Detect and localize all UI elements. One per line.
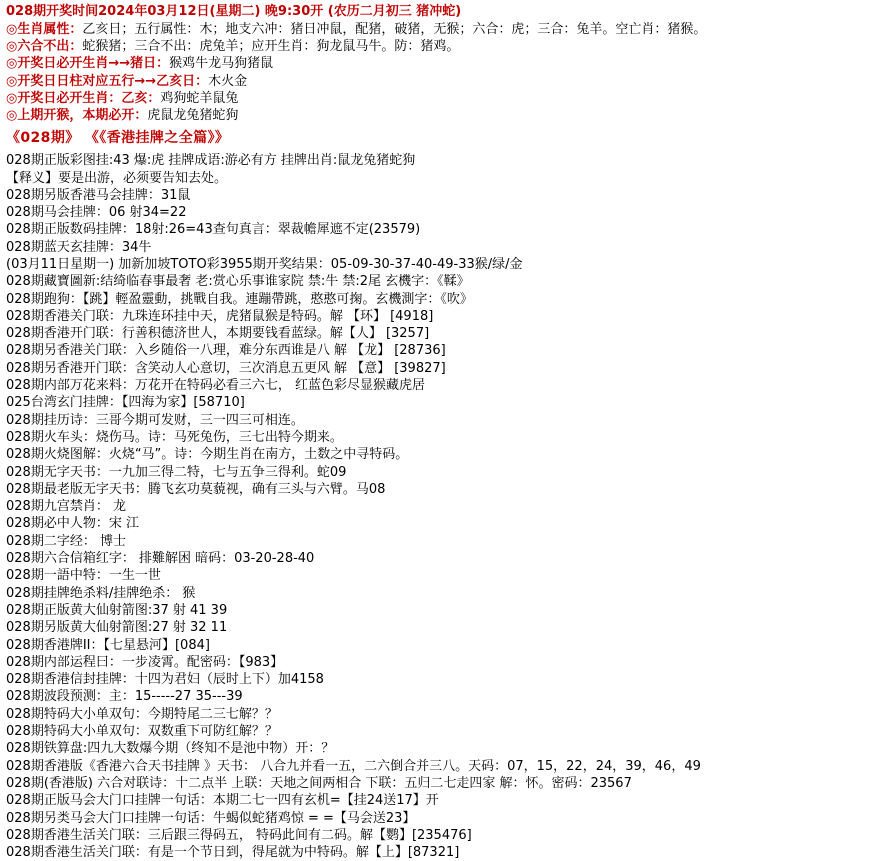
previous-draw-line	[6, 107, 889, 124]
content-line: 028期藏寶圖新:结绮临春事最奢 老:赏心乐事谁家院 禁:牛 禁:2尾 玄機字：《鞣》	[6, 274, 470, 290]
content-line: 028期跑狗：【跳】輕盈靈動，挑戰自我。連蹦帶跳，憨憨可掬。玄機測字：《吹》	[6, 291, 473, 307]
content-line: 028期挂牌绝杀料/挂牌绝杀： 猴	[6, 585, 196, 601]
content-line: 028期波段预测：主：15-----27 35---39	[6, 689, 243, 705]
previous-draw-label: ◎上期开猴，本期必开：	[6, 108, 148, 124]
content-line: 028期香港牌II：【七星悬河】[084]	[6, 637, 210, 653]
content-line: 028期九宫禁肖： 龙	[6, 499, 126, 515]
yihai-zodiac-label: ◎开奖日必开生肖：乙亥：	[6, 90, 161, 106]
content-line: 028期最老版无字天书：腾飞玄功莫藐视，确有三头与六臂。马08	[6, 481, 386, 497]
must-open-zodiac-line	[6, 55, 889, 72]
draw-time-header: 028期开奖时间2024年03月12日(星期二) 晚9:30开 (农历二月初三 猪冲蛇)	[6, 4, 462, 19]
content-line: 028期内部万花来料：万花开在特码必看三六七， 红蓝色彩尽显猴藏虎居	[6, 378, 425, 394]
content-line: 028期另香港关门联：入乡随俗一八理，难分东西谁是八 解 【龙】 [28736]	[6, 343, 446, 359]
content-line: 028期另香港开门联：含笑动人心意切，三次消息五更风 解 【意】 [39827]	[6, 360, 446, 376]
content-line: 028期(香港版) 六合对联诗：十二点半 上联：天地之间两相合 下联：五归二七走四家 解：怀。密码：23567	[6, 775, 632, 791]
content-line: 【释义】要是出游，必须要告知去处。	[6, 170, 228, 186]
content-line: 028期香港生活关门联：有是一个节日到，得尾就为中特码。解【上】[87321]	[6, 845, 460, 861]
liuhe-exclusion-label: ◎六合不出：	[6, 39, 83, 55]
content-line: 028期香港关门联：九珠连环挂中天，虎猪鼠猴是特码。解 【环】 [4918]	[6, 308, 434, 324]
content-line: 028期另版香港马会挂牌：31鼠	[6, 187, 191, 203]
content-line: 028期一語中特：一生一世	[6, 568, 161, 584]
content-line: 028期另类马会大门口挂牌一句话：牛蝎似蛇猪鸡惊 = =【马会送23】	[6, 810, 416, 826]
content-line: 028期香港版《香港六合天书挂牌 》天书： 八合九并看一五，二六倒合并三八。天码：07，15，22，24，39，46，49	[6, 758, 701, 774]
content-line: 025台湾玄门挂牌：【四海为家】[58710]	[6, 395, 245, 411]
must-open-zodiac-label: ◎开奖日必开生肖→→猪日：	[6, 56, 170, 72]
liuhe-exclusion-line	[6, 38, 889, 55]
zodiac-attribute-line	[6, 21, 889, 38]
content-line: 028期正版彩图挂:43 爆:虎 挂牌成语:游必有方 挂牌出肖:鼠龙兔猪蛇狗	[6, 153, 416, 169]
five-elements-text: 木火金	[208, 73, 248, 89]
content-line: 028期无字天书：一九加三得二特，七与五争三得利。蛇09	[6, 464, 347, 480]
content-line: 028期正版马会大门口挂牌一句话：本期二七一四有玄机=【挂24送17】开	[6, 793, 439, 809]
content-line: 028期火烧图解：火烧“马”。诗：今期生肖在南方，土数之中寻特码。	[6, 447, 409, 463]
content-line: 028期二字经： 博士	[6, 533, 126, 549]
five-elements-line	[6, 73, 889, 90]
issue-number: 《028期》	[6, 130, 80, 147]
content-line: 028期特码大小单双句：今期特尾二三七解？？	[6, 706, 278, 722]
content-line: 028期内部运程曰：一步凌霄。配密码：【983】	[6, 654, 284, 670]
content-line: 028期香港开门联：行善积德济世人，本期要钱看蓝绿。解【人】 [3257]	[6, 326, 430, 342]
content-line: 028期蓝天玄挂牌：34牛	[6, 239, 152, 255]
content-line: 028期六合信箱红字： 排難解困 暗码：03-20-28-40	[6, 551, 315, 567]
content-line: 028期铁算盘:四九大数爆今期（终知不是池中物）开：？	[6, 741, 335, 757]
document-title-row	[6, 127, 889, 149]
page-title: 《《香港挂牌之全篇》》	[84, 130, 230, 147]
content-line: 028期特码大小单双句：双数重下可防红解？？	[6, 724, 278, 740]
content-line: 028期火车头：烧伤马。诗：马死兔伤，三七出特今期来。	[6, 429, 343, 445]
yihai-zodiac-line	[6, 90, 889, 107]
content-line: 028期马会挂牌：06 射34=22	[6, 205, 187, 221]
content-lines	[6, 152, 889, 861]
content-line: 028期正版黄大仙射箭图:37 射 41 39	[6, 602, 228, 618]
content-line: 028期必中人物：宋 江	[6, 516, 139, 532]
previous-draw-text: 虎鼠龙兔猪蛇狗	[147, 108, 239, 124]
content-line: 028期香港生活关门联：三后跟三得码五， 特码此间有二码。解【鹦】[235476]	[6, 827, 472, 843]
content-line: (03月11日星期一) 加新加坡TOTO彩3955期开奖结果：05-09-30-37-40-49-33猴/绿/金	[6, 257, 523, 272]
liuhe-exclusion-text: 蛇猴猪；三合不出：虎兔羊；应开生肖：狗龙鼠马牛。防：猪鸡。	[82, 39, 460, 55]
five-elements-label: ◎开奖日日柱对应五行→→乙亥日：	[6, 73, 209, 89]
must-open-zodiac-text: 猴鸡牛龙马狗猪鼠	[169, 56, 274, 72]
content-line: 028期香港信封挂牌：十四为君妇（辰时上下）加4158	[6, 672, 324, 688]
yihai-zodiac-text: 鸡狗蛇羊鼠兔	[160, 90, 239, 106]
zodiac-attribute-text: 乙亥日；五行属性：木；地支六冲：猪日冲鼠，配猪，破猪，无猴；六合：虎；三合：兔羊。空亡肖：猪猴。	[82, 22, 707, 37]
zodiac-attribute-label: ◎生肖属性：	[6, 22, 83, 37]
content-line: 028期正版数码挂牌：18射:26=43查句真言：翠裁幨犀遮不定(23579)	[6, 222, 421, 238]
content-line: 028期另版黄大仙射箭图:27 射 32 11	[6, 620, 228, 636]
content-line: 028期挂历诗：三哥今期可发财，三一四三可相连。	[6, 412, 304, 428]
